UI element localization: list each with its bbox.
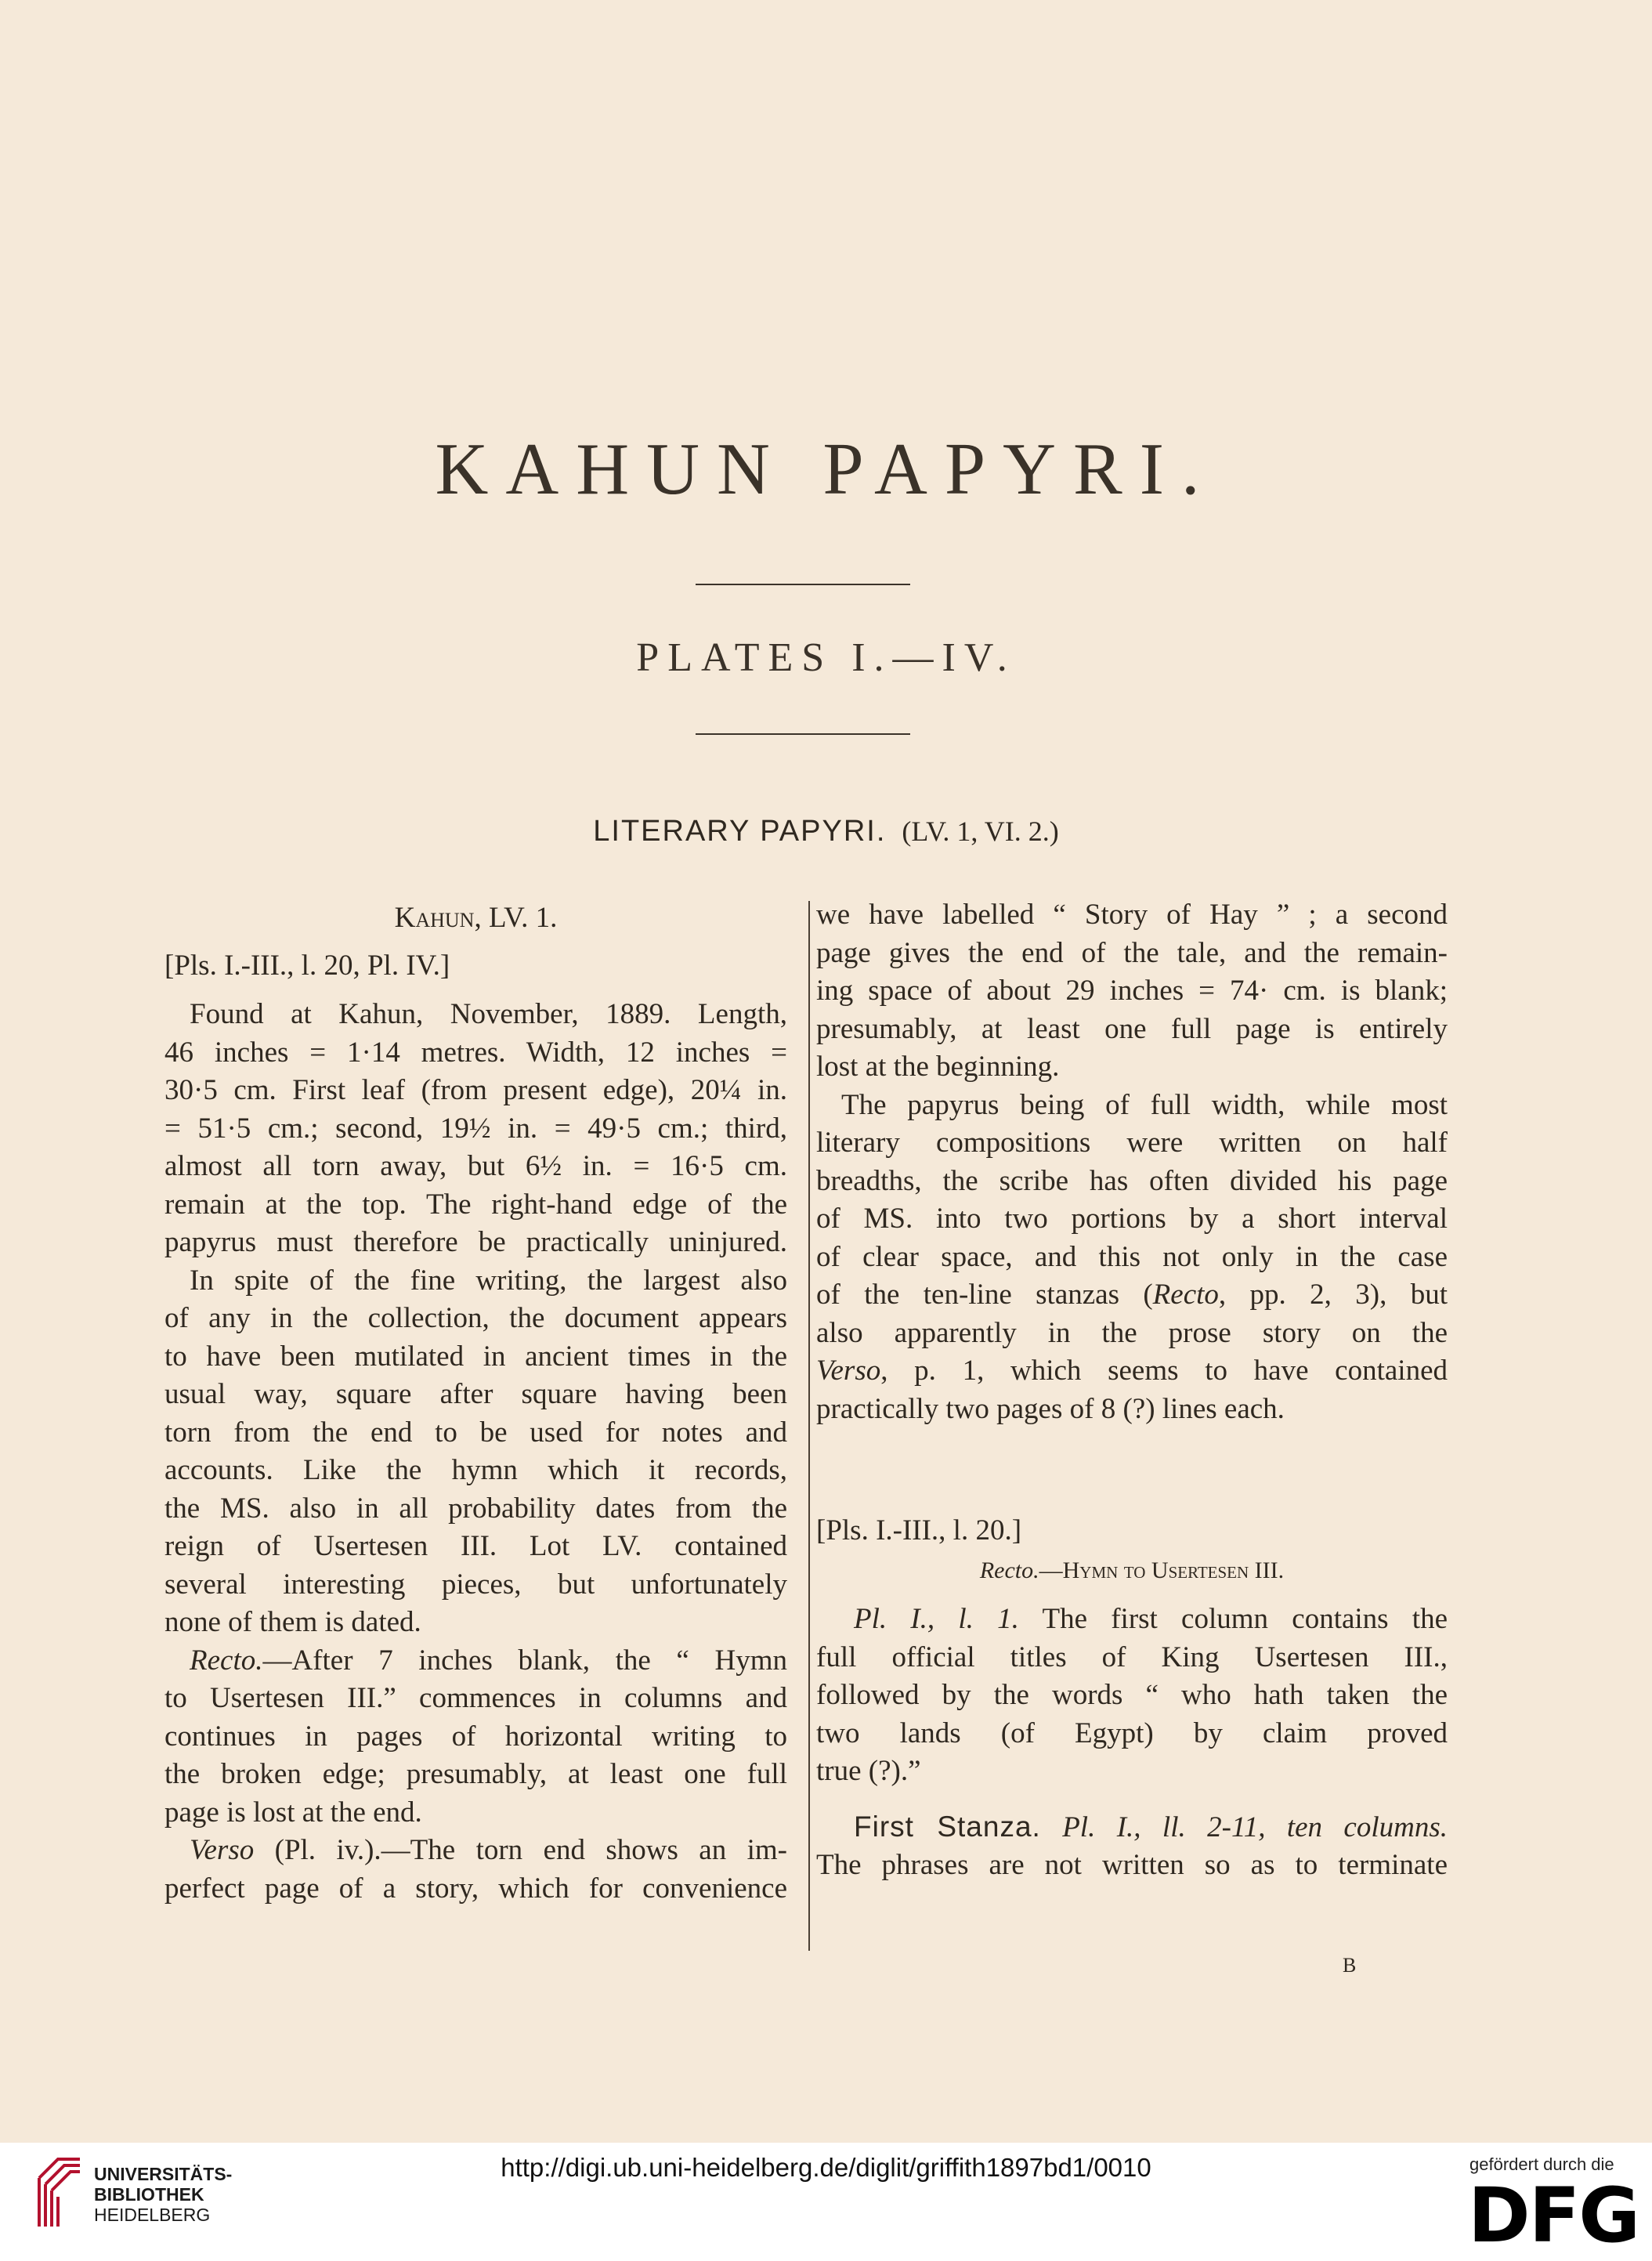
entry-title: Kahun, LV. 1. bbox=[394, 902, 558, 934]
library-line: BIBLIOTHEK bbox=[94, 2184, 204, 2205]
text-line: the broken edge; presumably, at least one full bbox=[164, 1758, 787, 1790]
library-line: UNIVERSITÄTS- bbox=[94, 2164, 233, 2184]
text-line: also apparently in the prose story on the bbox=[816, 1316, 1448, 1349]
dfg-logo: DFG bbox=[1468, 2172, 1639, 2259]
text-run: , p. 1, which seems to have contained bbox=[880, 1355, 1448, 1387]
text-line: page gives the end of the tale, and the remain- bbox=[816, 936, 1448, 969]
text-line: full official titles of King Usertesen III., bbox=[816, 1641, 1448, 1673]
text-line: we have labelled “ Story of Hay ” ; a second bbox=[816, 899, 1448, 931]
right-column bbox=[816, 896, 1448, 1885]
text-line: The papyrus being of full width, while most bbox=[841, 1088, 1448, 1121]
stanza-cols: ten columns. bbox=[1286, 1811, 1448, 1843]
text-line: accounts. Like the hymn which it records, bbox=[164, 1454, 787, 1486]
text-line: presumably, at least one full page is entirely bbox=[816, 1012, 1448, 1045]
text-line: several interesting pieces, but unfortunately bbox=[164, 1568, 787, 1601]
text-line bbox=[816, 1808, 1448, 1847]
text-line: almost all torn away, but 6½ in. = 16·5 cm. bbox=[164, 1150, 787, 1182]
text-line: of MS. into two portions by a short interval bbox=[816, 1203, 1448, 1235]
text-line: practically two pages of 8 (?) lines each. bbox=[816, 1392, 1285, 1425]
text-line: torn from the end to be used for notes and bbox=[164, 1416, 787, 1449]
stanza-ref: Pl. I., ll. 2-11, bbox=[1062, 1811, 1266, 1843]
text-line: remain at the top. The right-hand edge of the bbox=[164, 1188, 787, 1221]
text-line: 46 inches = 1·14 metres. Width, 12 inches = bbox=[164, 1036, 787, 1069]
section-heading-text: LITERARY PAPYRI. bbox=[593, 815, 887, 848]
text-line: to have been mutilated in ancient times in the bbox=[164, 1340, 787, 1373]
text-line: usual way, square after square having been bbox=[164, 1378, 787, 1410]
text-line: papyrus must therefore be practically uninjured. bbox=[164, 1226, 787, 1258]
text-line: The phrases are not written so as to terminate bbox=[816, 1849, 1448, 1881]
library-line: HEIDELBERG bbox=[94, 2205, 211, 2225]
text-line: to Usertesen III.” commences in columns and bbox=[164, 1682, 787, 1714]
plates-ref: [Pls. I.-III., l. 20, Pl. IV.] bbox=[164, 949, 450, 982]
text-line: perfect page of a story, which for convenience bbox=[164, 1872, 787, 1905]
text-line: 30·5 cm. First leaf (from present edge), 20¼ in. bbox=[164, 1074, 787, 1106]
section-heading-ref: (LV. 1, VI. 2.) bbox=[902, 816, 1059, 847]
text-line: page is lost at the end. bbox=[164, 1796, 422, 1829]
verso-label: Verso bbox=[816, 1355, 881, 1387]
title-rule-top bbox=[696, 584, 910, 585]
title-rule-bottom bbox=[696, 733, 910, 735]
funding-caption: gefördert durch die bbox=[1469, 2154, 1614, 2174]
verso-label: Verso bbox=[190, 1834, 255, 1866]
stanza-heading: First Stanza. bbox=[854, 1810, 1041, 1843]
left-column bbox=[164, 899, 787, 1908]
text-line: true (?).” bbox=[816, 1755, 921, 1787]
text-run: , pp. 2, 3), but bbox=[1218, 1279, 1448, 1311]
text-line: of clear space, and this not only in the case bbox=[816, 1240, 1448, 1273]
text-line: the MS. also in all probability dates from the bbox=[164, 1492, 787, 1525]
source-url-link[interactable]: http://digi.ub.uni-heidelberg.de/diglit/griffith1897bd1/0010 bbox=[501, 2153, 1151, 2182]
text-line: lost at the beginning. bbox=[816, 1051, 1060, 1083]
text-line bbox=[816, 1352, 1448, 1391]
text-run: —After 7 inches blank, the “ Hymn bbox=[262, 1644, 787, 1677]
text-line: Found at Kahun, November, 1889. Length, bbox=[190, 998, 787, 1030]
subsection-heading-text: —Hymn to Usertesen III. bbox=[1039, 1557, 1285, 1583]
plates-ref: [Pls. I.-III., l. 20.] bbox=[816, 1514, 1022, 1547]
column-divider bbox=[808, 901, 810, 1951]
text-run: The first column contains the bbox=[1018, 1603, 1448, 1635]
subsection-heading bbox=[816, 1552, 1448, 1590]
signature-mark: B bbox=[1343, 1954, 1357, 1977]
text-line: of any in the collection, the document appears bbox=[164, 1302, 787, 1334]
text-line bbox=[164, 1832, 787, 1870]
page-title: KAHUN PAPYRI. bbox=[435, 429, 1217, 510]
plate-line-ref: Pl. I., l. 1. bbox=[854, 1603, 1019, 1635]
section-heading bbox=[0, 815, 1652, 848]
text-run: (Pl. iv.).—The torn end shows an im- bbox=[254, 1834, 787, 1866]
recto-label: Recto bbox=[1152, 1279, 1219, 1311]
text-line: continues in pages of horizontal writing to bbox=[164, 1720, 787, 1753]
text-line: = 51·5 cm.; second, 19½ in. = 49·5 cm.; third, bbox=[164, 1112, 787, 1145]
recto-label: Recto. bbox=[979, 1557, 1039, 1583]
text-line: followed by the words “ who hath taken the bbox=[816, 1679, 1448, 1711]
text-line bbox=[816, 1601, 1448, 1639]
text-line bbox=[164, 1642, 787, 1680]
text-line: ing space of about 29 inches = 74· cm. is blank; bbox=[816, 975, 1448, 1007]
page-subtitle: PLATES I.—IV. bbox=[636, 635, 1016, 680]
text-line: breadths, the scribe has often divided his page bbox=[816, 1164, 1448, 1197]
text-line: none of them is dated. bbox=[164, 1606, 421, 1638]
text-line: two lands (of Egypt) by claim proved bbox=[816, 1717, 1448, 1749]
text-line: reign of Usertesen III. Lot LV. contained bbox=[164, 1530, 787, 1562]
text-run: of the ten-line stanzas ( bbox=[816, 1279, 1153, 1311]
recto-label: Recto. bbox=[190, 1644, 263, 1677]
text-line: In spite of the fine writing, the largest also bbox=[190, 1264, 787, 1297]
text-line bbox=[816, 1276, 1448, 1315]
text-line: literary compositions were written on half bbox=[816, 1127, 1448, 1159]
